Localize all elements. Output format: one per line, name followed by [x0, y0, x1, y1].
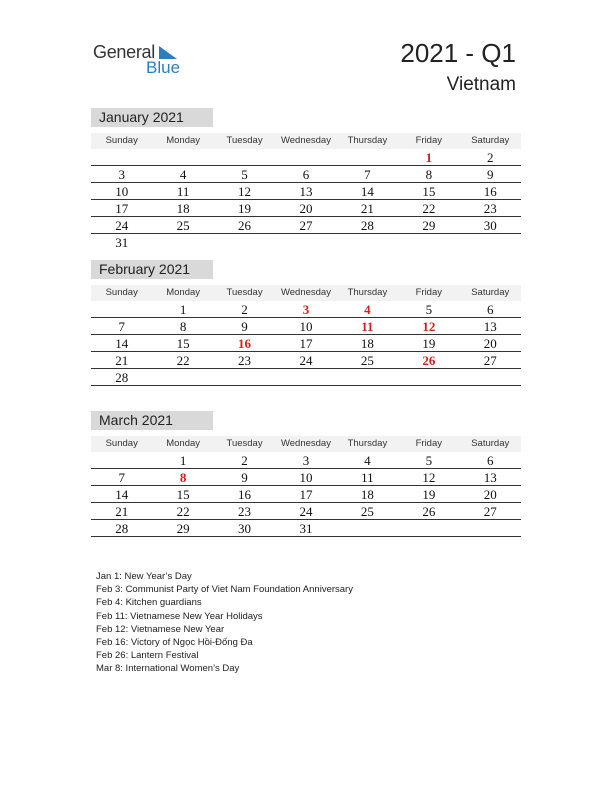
empty-day-cell: [214, 369, 275, 385]
weekday-thursday: Thursday: [347, 135, 388, 146]
week-row: [91, 486, 521, 503]
day-cell: 24: [115, 218, 129, 233]
day-cell: 6: [302, 167, 310, 182]
holiday-note: Feb 11: Vietnamese New Year Holidays: [96, 610, 263, 622]
month-march: [91, 411, 521, 537]
day-cell: 25: [360, 504, 374, 519]
day-cell: 1: [425, 150, 433, 165]
day-cell: 23: [483, 201, 497, 216]
holiday-note: Feb 3: Communist Party of Viet Nam Foundation Anniversary: [96, 584, 353, 596]
month-grid: [91, 301, 521, 386]
day-cell: 12: [422, 319, 436, 334]
day-cell: 18: [176, 201, 190, 216]
day-cell: 24: [299, 353, 313, 368]
week-row: [91, 301, 521, 318]
week-row: [91, 234, 521, 250]
weekday-header: [91, 285, 521, 301]
day-cell: 25: [176, 218, 190, 233]
day-cell: 30: [238, 521, 252, 536]
day-cell: 23: [238, 504, 252, 519]
month-grid: [91, 149, 521, 250]
day-cell: 5: [425, 453, 433, 468]
empty-day-cell: [337, 369, 398, 385]
week-row: [91, 166, 521, 183]
empty-day-cell: [275, 149, 336, 165]
day-cell: 14: [360, 184, 374, 199]
weekday-friday: Friday: [415, 438, 443, 449]
weekday-tuesday: Tuesday: [226, 287, 263, 298]
day-cell: 31: [115, 235, 129, 250]
day-cell: 19: [238, 201, 252, 216]
day-cell: 20: [299, 201, 313, 216]
weekday-monday: Monday: [166, 438, 201, 449]
day-cell: 29: [176, 521, 190, 536]
day-cell: 7: [118, 470, 125, 485]
day-cell: 27: [483, 353, 497, 368]
empty-day-cell: [214, 149, 275, 165]
weekday-header: [91, 133, 521, 149]
empty-day-cell: [91, 301, 152, 317]
month-label: February 2021: [91, 260, 213, 279]
empty-day-cell: [337, 234, 398, 250]
day-cell: 4: [179, 167, 187, 182]
empty-day-cell: [214, 234, 275, 250]
weekday-tuesday: Tuesday: [226, 135, 263, 146]
day-cell: 27: [483, 504, 497, 519]
week-row: [91, 352, 521, 369]
day-cell: 16: [238, 487, 252, 502]
day-cell: 9: [486, 167, 494, 182]
day-cell: 26: [422, 504, 436, 519]
weekday-monday: Monday: [166, 135, 201, 146]
empty-day-cell: [398, 234, 459, 250]
day-cell: 2: [486, 150, 494, 165]
weekday-saturday: Saturday: [471, 438, 510, 449]
holiday-note: Feb 4: Kitchen guardians: [96, 597, 202, 609]
day-cell: 25: [360, 353, 374, 368]
week-row: [91, 452, 521, 469]
day-cell: 19: [422, 336, 436, 351]
day-cell: 10: [299, 319, 313, 334]
day-cell: 5: [241, 167, 248, 182]
empty-day-cell: [152, 369, 213, 385]
holiday-note: Jan 1: New Year’s Day: [96, 571, 192, 582]
day-cell: 4: [364, 453, 371, 468]
empty-day-cell: [91, 149, 152, 165]
holiday-notes: [96, 570, 353, 676]
weekday-sunday: Sunday: [105, 287, 138, 298]
day-cell: 1: [179, 453, 187, 468]
day-cell: 20: [483, 487, 497, 502]
empty-day-cell: [460, 369, 521, 385]
day-cell: 17: [299, 487, 313, 502]
holiday-note: Feb 16: Victory of Ngọc Hồi-Đống Đa: [96, 637, 253, 649]
day-cell: 16: [483, 184, 497, 199]
week-row: [91, 149, 521, 166]
weekday-wednesday: Wednesday: [280, 135, 331, 146]
day-cell: 8: [425, 167, 433, 182]
day-cell: 28: [360, 218, 374, 233]
day-cell: 4: [364, 302, 371, 317]
weekday-wednesday: Wednesday: [280, 438, 331, 449]
week-row: [91, 217, 521, 234]
day-cell: 9: [241, 470, 248, 485]
day-cell: 1: [179, 302, 187, 317]
day-cell: 11: [361, 319, 374, 334]
day-cell: 30: [483, 218, 497, 233]
day-cell: 6: [486, 302, 494, 317]
month-label: January 2021: [91, 108, 213, 127]
weekday-tuesday: Tuesday: [226, 438, 263, 449]
week-row: [91, 200, 521, 217]
holiday-note: Feb 26: Lantern Festival: [96, 650, 199, 662]
day-cell: 2: [241, 453, 248, 468]
day-cell: 3: [118, 167, 125, 182]
day-cell: 26: [238, 218, 252, 233]
day-cell: 12: [422, 470, 436, 485]
day-cell: 12: [238, 184, 252, 199]
empty-day-cell: [398, 369, 459, 385]
day-cell: 22: [176, 353, 190, 368]
week-row: [91, 369, 521, 386]
day-cell: 3: [302, 453, 310, 468]
day-cell: 26: [422, 353, 436, 368]
day-cell: 14: [115, 487, 129, 502]
weekday-sunday: Sunday: [105, 135, 138, 146]
week-row: [91, 335, 521, 352]
week-row: [91, 469, 521, 486]
day-cell: 8: [179, 470, 187, 485]
empty-day-cell: [275, 234, 336, 250]
holiday-note: Feb 12: Vietnamese New Year: [96, 623, 225, 635]
holiday-note: Mar 8: International Women’s Day: [96, 663, 240, 675]
day-cell: 9: [241, 319, 248, 334]
weekday-sunday: Sunday: [105, 438, 138, 449]
day-cell: 23: [238, 353, 252, 368]
day-cell: 7: [364, 167, 371, 182]
weekday-friday: Friday: [415, 287, 443, 298]
day-cell: 31: [299, 521, 313, 536]
day-cell: 2: [241, 302, 248, 317]
day-cell: 17: [115, 201, 129, 216]
day-cell: 3: [302, 302, 310, 317]
week-row: [91, 318, 521, 335]
month-february: [91, 260, 521, 386]
month-january: [91, 108, 521, 250]
day-cell: 18: [360, 487, 374, 502]
empty-day-cell: [337, 520, 398, 536]
day-cell: 13: [483, 470, 497, 485]
country-name: Vietnam: [446, 74, 516, 95]
day-cell: 29: [422, 218, 436, 233]
day-cell: 21: [360, 201, 374, 216]
empty-day-cell: [275, 369, 336, 385]
day-cell: 17: [299, 336, 313, 351]
weekday-thursday: Thursday: [347, 438, 388, 449]
weekday-monday: Monday: [166, 287, 201, 298]
day-cell: 6: [486, 453, 494, 468]
page-title: 2021 - Q1: [400, 38, 516, 68]
day-cell: 28: [115, 370, 129, 385]
day-cell: 19: [422, 487, 436, 502]
weekday-wednesday: Wednesday: [280, 287, 331, 298]
month-grid: [91, 452, 521, 537]
empty-day-cell: [460, 520, 521, 536]
empty-day-cell: [460, 234, 521, 250]
day-cell: 11: [176, 184, 190, 199]
day-cell: 14: [115, 336, 129, 351]
day-cell: 16: [238, 336, 252, 351]
day-cell: 24: [299, 504, 313, 519]
week-row: [91, 183, 521, 200]
day-cell: 7: [118, 319, 125, 334]
day-cell: 13: [299, 184, 313, 199]
day-cell: 18: [360, 336, 374, 351]
month-label: March 2021: [91, 411, 213, 430]
weekday-saturday: Saturday: [471, 287, 510, 298]
empty-day-cell: [91, 452, 152, 468]
day-cell: 13: [483, 319, 497, 334]
day-cell: 21: [115, 353, 129, 368]
empty-day-cell: [152, 149, 213, 165]
weekday-thursday: Thursday: [347, 287, 388, 298]
weekday-friday: Friday: [415, 135, 443, 146]
day-cell: 10: [115, 184, 129, 199]
day-cell: 10: [299, 470, 313, 485]
weekday-saturday: Saturday: [471, 135, 510, 146]
day-cell: 27: [299, 218, 313, 233]
day-cell: 22: [422, 201, 436, 216]
day-cell: 5: [425, 302, 433, 317]
week-row: [91, 520, 521, 537]
day-cell: 15: [176, 487, 190, 502]
week-row: [91, 503, 521, 520]
weekday-header: [91, 436, 521, 452]
logo-text-general: General: [93, 42, 155, 62]
logo-text-blue: Blue: [146, 58, 181, 77]
day-cell: 28: [115, 521, 129, 536]
day-cell: 20: [483, 336, 497, 351]
day-cell: 11: [361, 470, 374, 485]
day-cell: 8: [179, 319, 187, 334]
day-cell: 21: [115, 504, 129, 519]
day-cell: 15: [176, 336, 190, 351]
empty-day-cell: [152, 234, 213, 250]
empty-day-cell: [337, 149, 398, 165]
empty-day-cell: [398, 520, 459, 536]
day-cell: 15: [422, 184, 436, 199]
logo: [93, 40, 193, 78]
day-cell: 22: [176, 504, 190, 519]
